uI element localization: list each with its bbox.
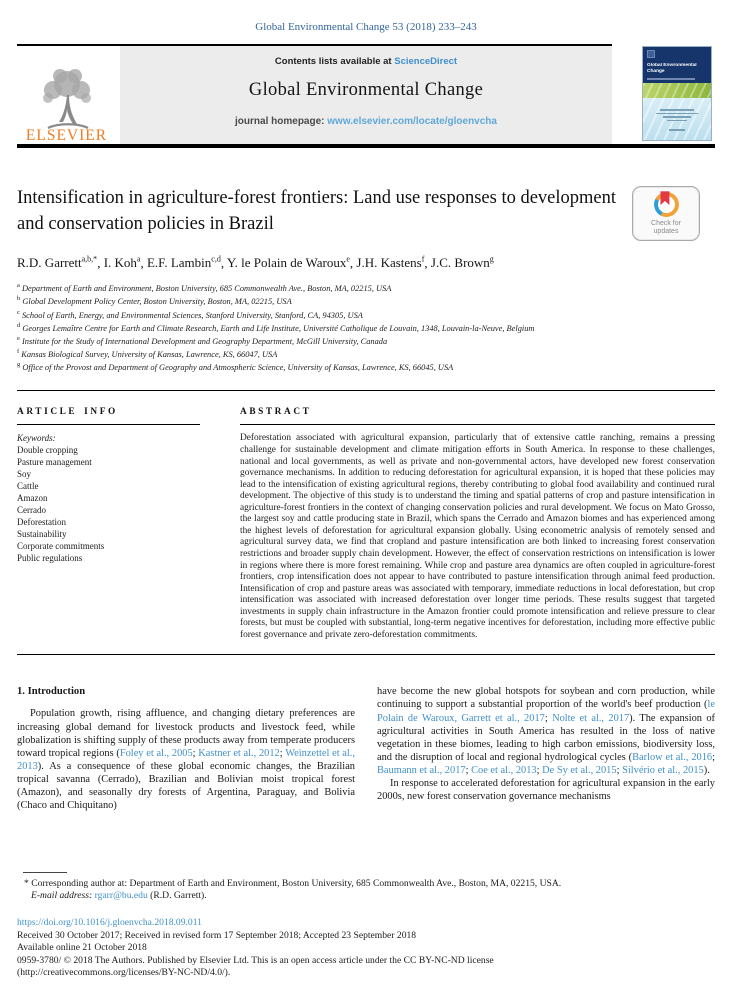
keyword-item: Corporate commitments <box>17 540 105 551</box>
author-affiliation-sup: a <box>136 255 141 264</box>
crossmark-icon <box>650 189 682 221</box>
journal-title: Global Environmental Change <box>248 80 484 100</box>
keyword-item: Sustainability <box>17 528 67 539</box>
introduction-heading: 1. Introduction <box>17 686 86 698</box>
author-affiliation-sup: f <box>421 255 425 264</box>
check-for-updates-badge[interactable] <box>632 186 700 241</box>
keyword-item: Deforestation <box>17 516 66 527</box>
received-dates-line: Received 30 October 2017; Received in revised form 17 September 2018; Accepted 23 September 2018 <box>17 929 417 941</box>
keyword-item: Double cropping <box>17 445 78 456</box>
affiliation-sup: f <box>17 347 20 355</box>
citation-link[interactable]: Silvério et al., 2015 <box>622 764 704 776</box>
keyword-item: Cerrado <box>17 504 46 515</box>
author-name: I. Koh$^a$ <box>103 255 141 271</box>
citation-link[interactable]: Foley et al., 2005 <box>119 747 193 759</box>
citation-link[interactable]: Barlow et al., 2016 <box>632 751 713 763</box>
citation-link[interactable]: De Sy et al., 2015 <box>542 764 617 776</box>
keyword-item: Amazon <box>17 493 48 504</box>
available-online-line: Available online 21 October 2018 <box>17 942 147 954</box>
citation-link[interactable]: Baumann et al., 2017 <box>377 764 466 776</box>
elsevier-tree-icon <box>36 67 98 131</box>
author-list: R.D. Garrett$^{a,b,*}$, I. Koh$^a$, E.F. Lambin$^{c,d}$, Y. le Polain de Waroux$^e$, J.H. Kastens$^f$, J.C. Brown$^g$ <box>17 255 494 271</box>
affiliation-sup: g <box>17 360 21 368</box>
cover-text-line <box>663 116 691 118</box>
citation-link[interactable]: Nolte et al., 2017 <box>552 712 630 724</box>
homepage-prefix: journal homepage: <box>235 116 328 127</box>
contents-list-line <box>120 56 612 67</box>
citation-link[interactable]: Weinzettel et al., 2013 <box>17 747 355 772</box>
body-paragraph: Population growth, rising affluence, and changing dietary preferences are increasing global demand for livestock products and livestock feed, while globalization is shifting supply of these products away from temperate producers toward tropical regions (Foley et al., 2005; Kastner et al., 2012; Weinzettel et al., 2013). As a consequence of these global economic changes, the Brazilian tropical savanna (Cerrado), Brazilian and Bolivian moist tropical forest (Amazon), and seasonally dry forests of Argentina, Paraguay, and Bolivia (Chaco and Chiquitano) <box>17 708 355 812</box>
email-label: E-mail address: <box>31 890 93 902</box>
author-affiliation-sup: g <box>489 255 494 264</box>
elsevier-logo[interactable] <box>17 44 120 144</box>
email-link[interactable]: rgarr@bu.edu <box>94 890 148 902</box>
keywords-label: Keywords: <box>17 433 56 444</box>
keyword-item: Public regulations <box>17 552 83 563</box>
cover-header <box>643 47 711 83</box>
author-name: J.H. Kastens$^f$ <box>356 255 425 271</box>
affiliation-sup: c <box>17 308 20 316</box>
masthead-gap <box>612 44 642 144</box>
cover-subtitle-bar <box>647 78 695 80</box>
affiliation-list <box>17 281 715 373</box>
author-name: J.C. Brown$^g$ <box>430 255 494 271</box>
doi-link[interactable]: https://doi.org/10.1016/j.gloenvcha.2018.09.011 <box>17 917 202 929</box>
footnote-block <box>17 872 715 979</box>
publication-info-block <box>17 917 715 979</box>
author-name: R.D. Garrett$^{a,b,*}$ <box>17 255 98 271</box>
author-name: E.F. Lambin$^{c,d}$ <box>146 255 221 271</box>
journal-homepage-line <box>120 116 612 127</box>
masthead-center-panel <box>120 44 612 144</box>
contents-prefix: Contents lists available at <box>274 56 395 67</box>
cover-publisher-emblem-icon <box>647 50 655 58</box>
journal-masthead <box>17 44 715 144</box>
journal-citation-line: Global Environmental Change 53 (2018) 233–243 <box>255 21 477 33</box>
cover-footer-line <box>669 129 685 131</box>
abstract-end-rule <box>17 654 715 655</box>
journal-cover-thumbnail[interactable] <box>642 46 712 141</box>
body-paragraph: In response to accelerated deforestation for agricultural expansion in the early 2000s, new forest conservation governance mechanisms <box>377 777 715 803</box>
intro-left-column <box>17 685 355 812</box>
cover-artwork <box>643 98 711 140</box>
footnote-rule <box>23 872 67 873</box>
affiliation-sup: b <box>17 295 21 303</box>
license-line: (http://creativecommons.org/licenses/BY-NC-ND/4.0/). <box>17 967 231 979</box>
cover-text-line <box>660 109 694 111</box>
affiliation-sup: e <box>17 334 20 342</box>
abstract-heading: ABSTRACT <box>240 407 715 425</box>
affiliation-line: $^d$ Georges Lemaître Centre for Earth and Climate Research, Earth and Life Institute, Université Catholique de Louvain, 1348, Louvain-la-Neuve, Belgium <box>17 321 535 333</box>
keyword-item: Cattle <box>17 481 39 492</box>
email-suffix: (R.D. Garrett). <box>147 890 207 902</box>
affiliation-line: $^g$ Office of the Provost and Department of Geography and Atmospheric Science, University of Kansas, Lawrence, KS, 66045, USA <box>17 360 454 372</box>
masthead-bottom-rule <box>17 144 715 148</box>
elsevier-wordmark: ELSEVIER <box>25 127 108 144</box>
author-affiliation-sup: c,d <box>211 255 221 264</box>
journal-homepage-link[interactable]: www.elsevier.com/locate/gloenvcha <box>327 116 497 127</box>
affiliation-line: $^c$ School of Earth, Energy, and Environmental Sciences, Stanford University, Stanford, CA, 94305, USA <box>17 308 363 320</box>
affiliation-line: $^f$ Kansas Biological Survey, University of Kansas, Lawrence, KS, 66047, USA <box>17 347 278 359</box>
affiliation-sup: d <box>17 321 21 329</box>
affiliation-line: $^e$ Institute for the Study of International Development and Geography Department, McGill University, Canada <box>17 334 388 346</box>
citation-link[interactable]: Coe et al., 2013 <box>471 764 537 776</box>
affiliation-sup: a <box>17 282 20 290</box>
keyword-item: Soy <box>17 469 32 480</box>
article-title: Intensification in agriculture-forest frontiers: Land use responses to development and conservation policies in Brazil <box>17 188 617 234</box>
sciencedirect-link[interactable]: ScienceDirect <box>394 56 458 67</box>
section-divider-rule <box>17 390 715 392</box>
keyword-item: Pasture management <box>17 457 92 468</box>
crossmark-bookmark-icon <box>659 191 668 205</box>
body-paragraph: have become the new global hotspots for soybean and corn production, while continuing to support a substantial proportion of the world's beef production (le Polain de Waroux, Garrett et al., 2017; Nolte et al., 2017). The expansion of agricultural activities in South America has resulted in the loss of native vegetation in these biomes, leading to high carbon emissions, biodiversity loss, and the disruption of local and regional hydrological cycles (Barlow et al., 2016; Baumann et al., 2017; Coe et al., 2013; De Sy et al., 2015; Silvério et al., 2015). <box>377 686 715 776</box>
email-note <box>17 890 715 902</box>
author-affiliation-sup: a,b,* <box>81 255 98 264</box>
cover-text-line <box>667 120 687 122</box>
abstract-text: Deforestation associated with agricultural expansion, particularly that of extensive cattle ranching, remains a pressing challenge for sustainable development and climate mitigation efforts in South America. In response to these challenges, national and local governments, as well as private and non-governmental actors, have developed new forest conservation governance mechanisms. In addition to reducing deforestation for agricultural expansion, it is hoped that these policies may lead to the intensification of existing agricultural regions, thereby contributing to global food availability and continued rural development. The objective of this study is to understand the timing and spatial patterns of crop and pasture intensification in agriculture-forest frontiers in the context of changing conservation policies and rural development. We focus on Mato Grosso, the largest soy and cattle producing state in Brazil, which spans the Cerrado and Amazon biomes and has experienced among the highest levels of deforestation for agricultural expansion globally. Using econometric analysis of remotely sensed and agricultural survey data, we find that cropland and pasture intensification are both linked to increasing forest conservation restrictions and broader supply chain development. However, the effect of conservation restrictions on intensification is lower in regions where there is more forest remaining. While crop and pasture area dynamics are often coupled in agriculture-forest frontiers, crop intensification does not appear to have contributed to pasture intensification through animal feed production. Intensification of crop and pasture areas was associated with temporary, immediate reductions in local deforestation, but crop intensification was associated with increased deforestation over longer time periods. These results suggest that targeted investments in supply chain infrastructure in the Amazon frontier could promote intensification and relieve pressure to clear forests, but must be coupled with substantial, long-term negative incentives for deforestation, including more effective public forest governance and private zero-deforestation commitments. <box>240 433 715 640</box>
affiliation-line: $^a$ Department of Earth and Environment, Boston University, 685 Commonwealth Ave., Boston, MA, 02215, USA <box>17 282 392 294</box>
author-name: Y. le Polain de Waroux$^e$ <box>226 255 350 271</box>
citation-link[interactable]: le Polain de Waroux, Garrett et al., 2017 <box>377 699 715 724</box>
article-info-heading: ARTICLE INFO <box>17 407 200 425</box>
citation-link[interactable]: Kastner et al., 2012 <box>198 747 280 759</box>
cover-text-line <box>656 113 698 115</box>
affiliation-line: $^b$ Global Development Policy Center, Boston University, Boston, MA, 02215, USA <box>17 295 292 307</box>
cover-green-band <box>643 83 711 98</box>
corresponding-author-note: * Corresponding author at: Department of Earth and Environment, Boston University, 685 Commonwealth Ave., Boston, MA, 02215, USA. <box>24 878 562 889</box>
keywords-block <box>17 433 200 564</box>
intro-right-column <box>377 685 715 812</box>
cover-journal-title: Global Environmental Change <box>647 63 697 73</box>
issn-copyright-line: 0959-3780/ © 2018 The Authors. Published by Elsevier Ltd. This is an open access article under the CC BY-NC-ND license <box>17 954 494 966</box>
author-affiliation-sup: e <box>346 255 350 264</box>
masthead-top-rule <box>17 44 612 46</box>
introduction-section <box>17 685 715 812</box>
keywords-list <box>17 445 200 564</box>
check-for-updates-label: Check for updates <box>651 220 681 235</box>
